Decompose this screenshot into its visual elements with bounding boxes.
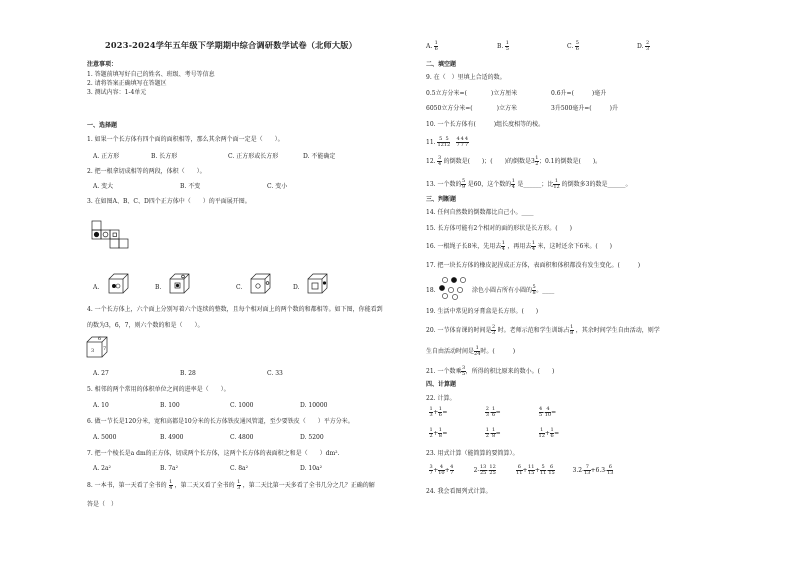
question-19: 19. 生活中常见的牙膏盒是长方形。( ) [426, 308, 539, 315]
q5-option-b: B. 100 [160, 402, 180, 409]
calc-row-1: $\frac{1}{3}$ + $\frac{1}{6}$ = $\frac{2}{3}$ - $\frac{1}{6}$ = $\frac{4}{5}$ - $\frac{4}{10}$ = [429, 406, 557, 418]
q5-option-c: C. 1000 [230, 402, 254, 409]
section-judge-heading: 三、判断题 [426, 196, 457, 203]
q2-option-a: A. 变大 [93, 183, 114, 190]
q1-option-d: D. 不能确定 [303, 153, 336, 160]
question-24: 24. 我会看图列式计算。 [426, 488, 492, 495]
question-17: 17. 把一块长方体的橡皮泥捏成正方体，表面积和体积都没有发生变化。( ) [426, 262, 641, 269]
q8-option-d: D. $\frac{2}{3}$ [637, 40, 650, 52]
question-8-line1: 8. 一本书，第一天看了全书的 $\frac{1}{4}$ ，第二天又看了全书的 $\frac{1}{3}$ ，第二天比第一天多看了全书几分之几？正确的解 [87, 479, 375, 491]
question-2: 2. 把一根拿切成相等的两段，体积（ ）。 [87, 168, 206, 175]
q5-option-d: D. 10000 [300, 402, 328, 409]
q4-option-b: B. 28 [180, 370, 196, 377]
q5-option-a: A. 10 [93, 402, 109, 409]
cube-option-a-icon [108, 273, 130, 295]
question-3: 3. 在如图A、B、C、D四个正方体中（ ）的平面展开图。 [87, 198, 251, 205]
question-16: 16. 一根绳子长8米，先用去 $\frac{1}{4}$ ，再用去 $\frac{1}{4}$ 米，这时还余下6米。( ) [426, 240, 613, 252]
fraction: $\frac{1}{4}$ [169, 479, 173, 491]
q6-option-a: A. 5000 [93, 434, 117, 441]
question-9: 9. 在（ ）里填上合适的数。 [426, 74, 506, 81]
question-1: 1. 如果一个长方体有四个面的面积相等，那么其余两个面一定是（ ）。 [87, 136, 284, 143]
q7-option-d: D. 10a² [300, 465, 323, 472]
q8-option-b: B. $\frac{1}{5}$ [497, 40, 509, 52]
cube-net-figure [90, 220, 130, 260]
question-4-line2: 的数为3，6，7，则六个数的和是（ ）。 [87, 322, 204, 329]
question-5: 5. 相邻的两个常用的体积单位之间的进率是（ ）。 [87, 386, 230, 393]
q6-option-b: B. 4900 [160, 434, 184, 441]
q9-row1-right: 0.6升=( )毫升 [551, 90, 607, 97]
q2-option-b: B. 不变 [180, 183, 201, 190]
q3-option-d: D. [293, 284, 300, 291]
notice-item: 1. 答题前填写好自己的姓名、班级、考号等信息 [87, 71, 215, 78]
page-title: 2023-2024学年五年级下学期期中综合调研数学试卷（北师大版） [105, 40, 358, 50]
q8-option-c: C. $\frac{5}{6}$ [567, 40, 579, 52]
section-calc-heading: 四、计算题 [426, 381, 457, 388]
cube-option-d-icon [307, 273, 329, 295]
question-18-number: 18. [426, 287, 436, 294]
question-13: 13. 一个数的 $\frac{5}{9}$ 是60，这个数的 $\frac{1}{4}$ 是______；比 $\frac{1}{12}$ 的倒数多3的数是______。 [426, 178, 632, 190]
q9-row1-left: 0.5立方分米=( )立方厘米 [426, 90, 518, 97]
q3-option-b: B. [155, 284, 162, 291]
question-4-line1: 4. 一个长方体上，六个面上分别写着六个连续的整数，且每个相对面上的两个数的和都相等。如下图，你能看到 [87, 306, 383, 313]
circles-figure [437, 276, 477, 300]
question-12: 12. $\frac{3}{4}$ 的倒数是( )；( )的倒数是3 $\frac{1}{2}$ ；0.1的倒数是( )。 [426, 155, 602, 167]
question-20-line2: 生自由活动时间是 $\frac{1}{24}$ 时。( ) [426, 345, 516, 357]
question-7: 7. 把一个棱长是a dm的正方体，切成两个长方体，这两个长方体的表面积之和是（ ）dm². [87, 450, 340, 457]
question-20-line1: 20. 一节体育课的时间是 $\frac{2}{3}$ 时。老师示范和学生训练占 $\frac{1}{8}$ ，其余时间学生自由活动，则学 [426, 324, 660, 336]
cube-top-number: 6 [98, 336, 102, 342]
question-22: 22. 计算。 [426, 395, 456, 402]
q2-option-c: C. 变小 [267, 183, 288, 190]
cube-option-c-icon [250, 273, 272, 295]
q7-option-a: A. 2a² [93, 465, 111, 472]
q3-option-c: C. [236, 284, 243, 291]
cube-front-number: 3 [91, 348, 95, 354]
section-fill-heading: 二、填空题 [426, 61, 457, 68]
question-15: 15. 长方体可能有2个相对的面的形状是长方形。( ) [426, 225, 572, 232]
q4-option-a: A. 27 [93, 370, 109, 377]
section-choice-heading: 一、选择题 [87, 122, 118, 129]
q1-option-b: B. 长方形 [151, 153, 178, 160]
q3-option-a: A. [93, 284, 100, 291]
notice-item: 3. 测试内容：1-4单元 [87, 89, 147, 96]
q8-option-a: A. $\frac{1}{6}$ [426, 40, 438, 52]
question-10: 10. 一个长方体有( )组长度相等的棱。 [426, 121, 545, 128]
question-11: 11. $\frac{5}{12}$ $\frac{5}{12}$ $\frac{4}{7}$ $\frac{4}{7}$ $\frac{4}{7}$ [426, 136, 469, 148]
q9-row2-right: 3升500毫升=( )升 [551, 105, 618, 112]
question-8-line2: 答是（ ） [87, 501, 118, 508]
question-23: 23. 用式计算（能简算的要简算）。 [426, 450, 519, 457]
question-18: 涂色小圆占所有小圆的 $\frac{5}{8}$ 。____ [472, 284, 555, 296]
calc-row-3: $\frac{3}{7}$ + $\frac{4}{10}$ + $\frac{4}{7}$ 2- $\frac{13}{25}$ - $\frac{12}{25}$ $\frac{6}{11}$ + $\frac{11}{15}$ + $\frac{5}{11}$ - $\frac{6}{15}$ 3.2- $\frac{7}{13}$ +6.3- $\frac{6}{13}$ [429, 464, 614, 476]
q7-option-b: B. 7a² [160, 465, 179, 472]
q6-option-c: C. 4800 [230, 434, 254, 441]
q9-row2-left: 6050立方分米=( )立方米 [426, 105, 517, 112]
notice-heading: 注意事项： [87, 61, 118, 68]
question-6: 6. 做一节长是120分米，宽和高都是10分米的长方体铁皮通风管道，至少要铁皮（ ）平方分米。 [87, 418, 354, 425]
cube-option-b-icon [169, 273, 191, 295]
q1-option-c: C. 正方形或长方形 [228, 153, 279, 160]
calc-row-2: $\frac{1}{2}$ + $\frac{1}{8}$ = $\frac{1}{2}$ - $\frac{1}{8}$ = $\frac{1}{12}$ + $\frac{1}{6}$ = [429, 427, 560, 439]
q1-option-a: A. 正方形 [93, 153, 120, 160]
notice-item: 2. 请将答案正确填写在答题区 [87, 80, 167, 87]
q7-option-c: C. 8a² [230, 465, 248, 472]
q6-option-d: D. 5200 [300, 434, 324, 441]
question-21: 21. 一个数乘 $\frac{3}{5}$ ，所得的积比原来的数小。( ) [426, 365, 555, 377]
cube-side-number: 7 [103, 346, 107, 352]
fraction: $\frac{1}{3}$ [237, 479, 241, 491]
question-14: 14. 任何自然数的倒数都比自己小。____ [426, 209, 534, 216]
q4-option-c: C. 33 [267, 370, 283, 377]
